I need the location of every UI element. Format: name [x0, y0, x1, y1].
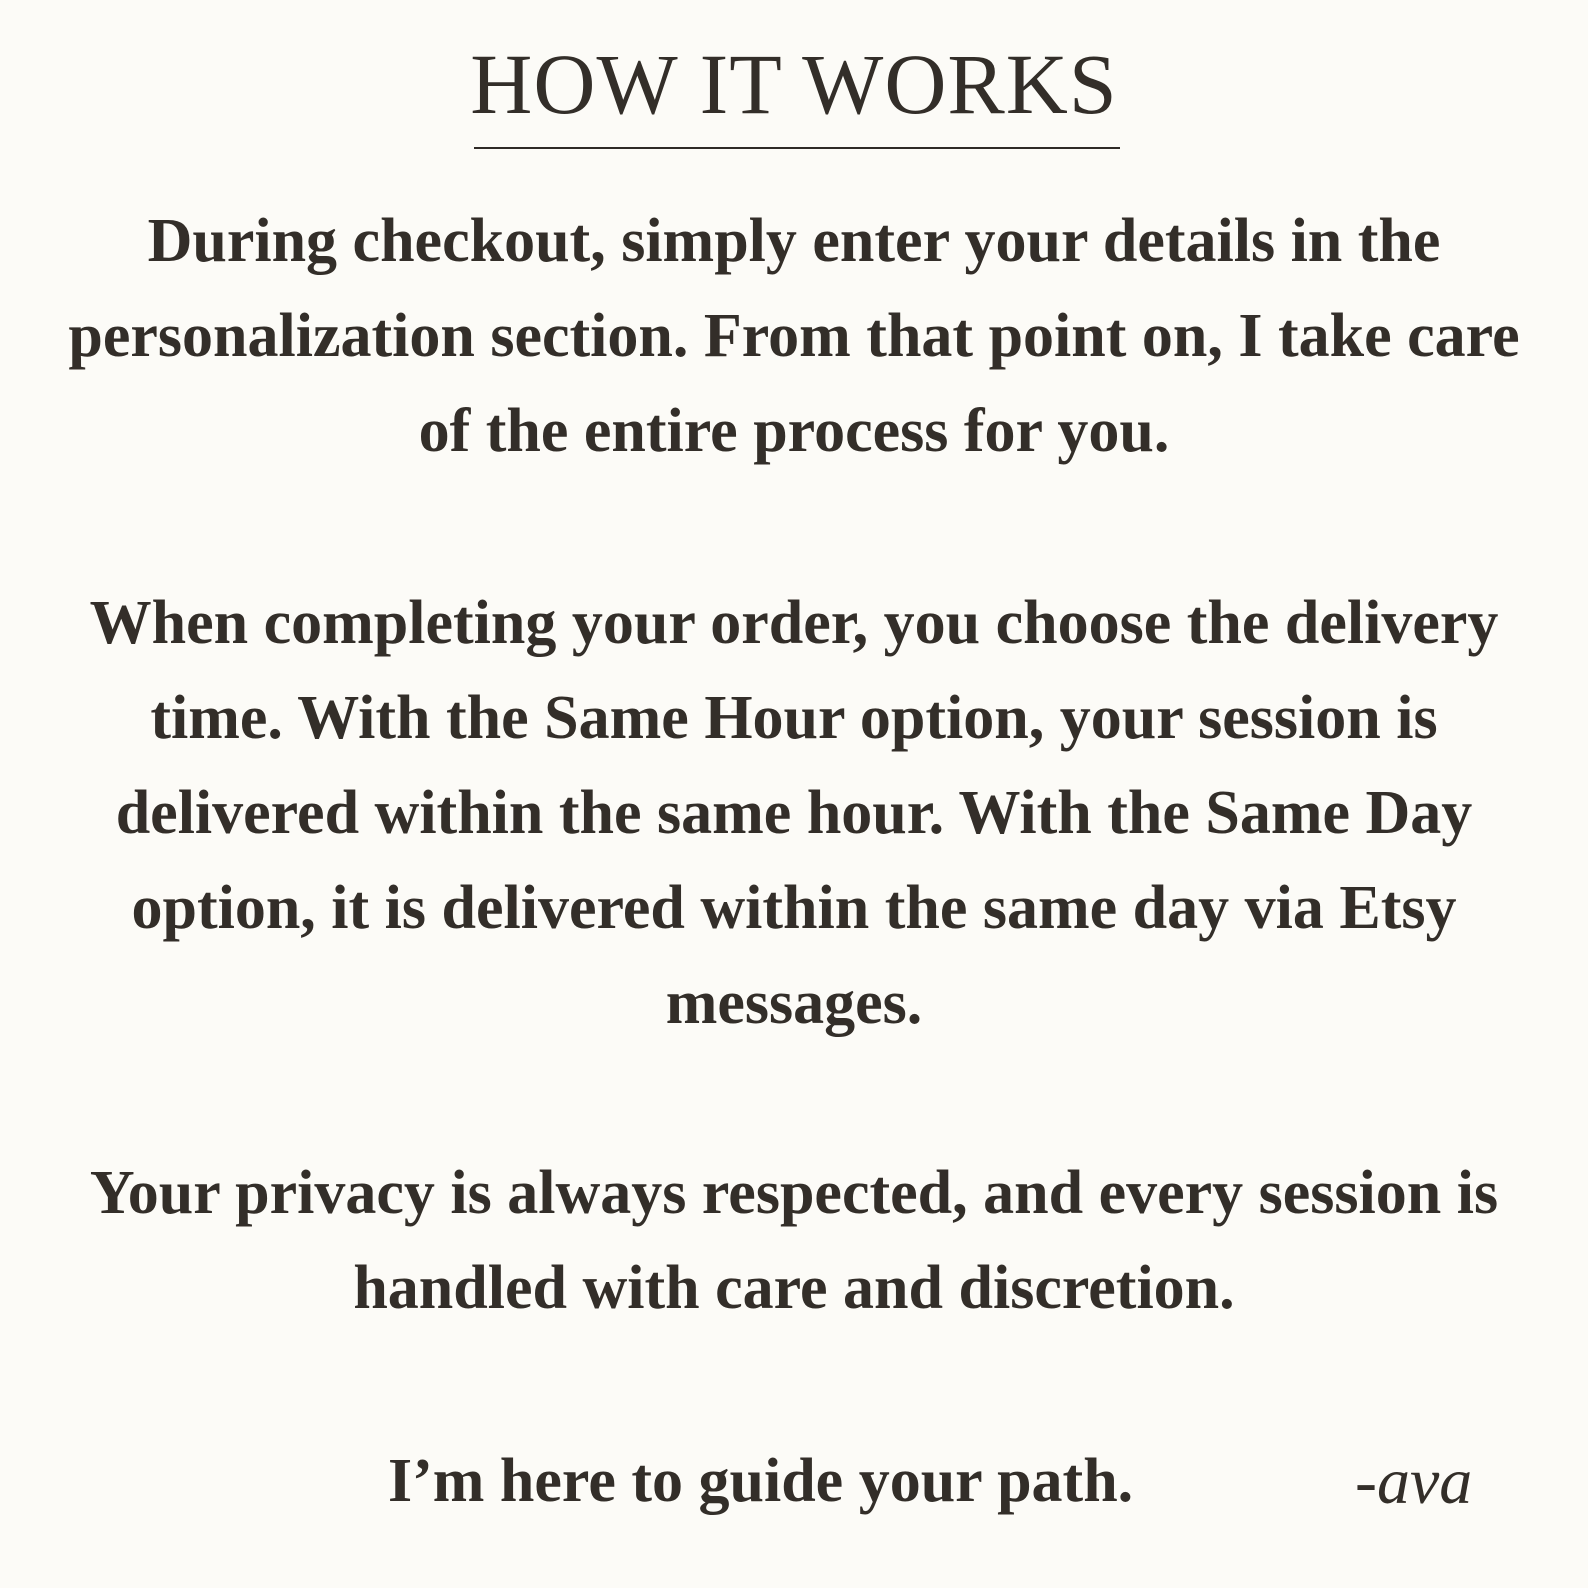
signature: -ava: [1355, 1445, 1473, 1518]
title-underline: [474, 147, 1120, 149]
closing-line: I’m here to guide your path.: [388, 1447, 1134, 1515]
paragraph-privacy: Your privacy is always respected, and every session is handled with care and discretion.: [89, 1159, 1499, 1322]
paragraph-delivery: When completing your order, you choose the delivery time. With the Same Hour option, your session is delivered within the same hour. With the Same Day option, it is delivered within the same day via Etsy messages.: [89, 589, 1499, 1037]
paragraph-checkout: During checkout, simply enter your details in the personalization section. From that point on, I take care of the entire process for you.: [68, 207, 1520, 465]
page-title: HOW IT WORKS: [470, 36, 1118, 132]
